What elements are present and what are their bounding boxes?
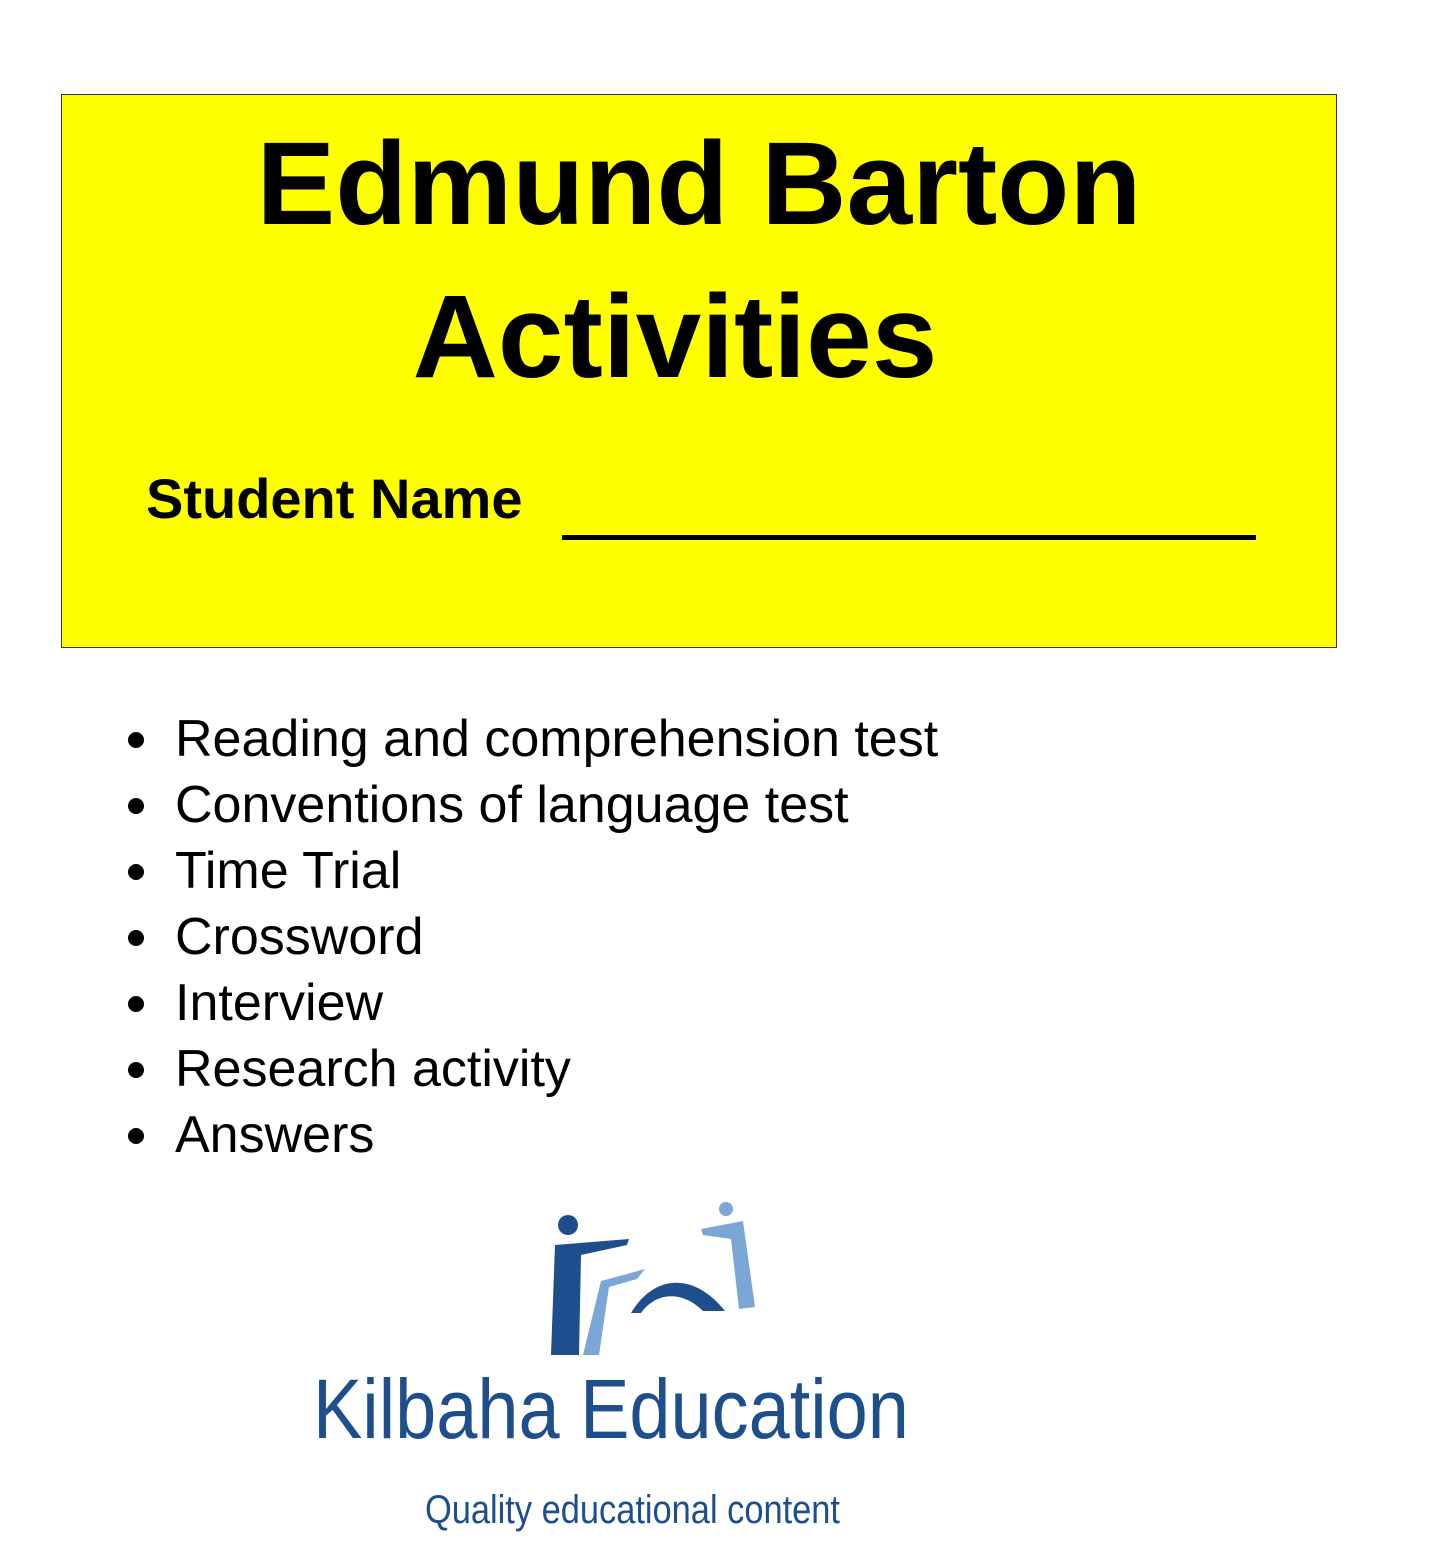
brand-name: Kilbaha Education [313,1362,909,1456]
list-item [128,706,938,772]
people-bridge-logo-icon [545,1195,765,1365]
bullet-icon [128,996,144,1012]
list-item [128,838,938,904]
list-item-label: Research activity [175,1040,571,1098]
list-item [128,970,938,1036]
bullet-icon [128,864,144,880]
list-item-label: Answers [175,1106,375,1164]
list-item [128,1102,938,1168]
list-item-label: Reading and comprehension test [175,710,939,768]
bullet-icon [128,1128,144,1144]
student-name-label: Student Name [146,467,523,530]
list-item-label: Conventions of language test [175,776,849,834]
list-item [128,1036,938,1102]
page-title-line-2: Activities [412,271,938,403]
list-item [128,772,938,838]
student-name-field[interactable] [562,535,1256,540]
bullet-icon [128,798,144,814]
list-item [128,904,938,970]
activity-list [128,706,938,1168]
brand-tagline: Quality educational content [425,1488,840,1532]
list-item-label: Interview [175,974,384,1032]
list-item-label: Crossword [175,908,424,966]
page-title-line-1: Edmund Barton [256,118,1142,250]
bullet-icon [128,930,144,946]
bullet-icon [128,732,144,748]
title-box [61,94,1337,648]
bullet-icon [128,1062,144,1078]
list-item-label: Time Trial [175,842,402,900]
